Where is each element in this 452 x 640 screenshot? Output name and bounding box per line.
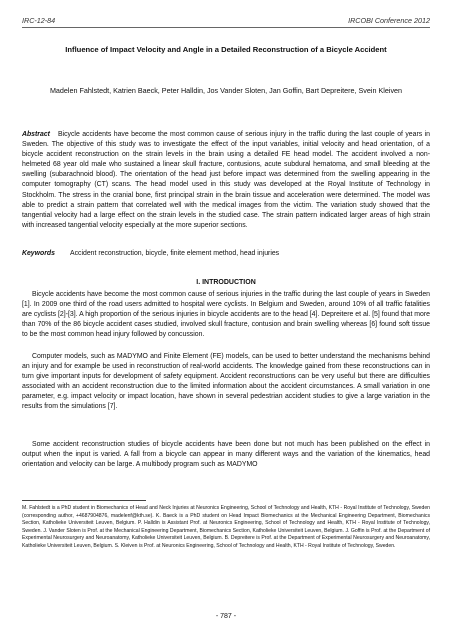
intro-paragraph-3: Some accident reconstruction studies of bicycle accidents have been done but not much has been published on the effect in output when the input is varied. A fall from a bicycle can appear in many different ways and the variation of the kinematics, head orientation and velocity can be large. A multibody program such as MADYMO bbox=[22, 441, 430, 469]
paper-title: Influence of Impact Velocity and Angle in a Detailed Reconstruction of a Bicycle Accident bbox=[65, 45, 387, 54]
header-paper-id: IRC-12-84 bbox=[22, 16, 56, 25]
keywords bbox=[22, 250, 430, 257]
header-conference: IRCOBI Conference 2012 bbox=[348, 16, 430, 25]
intro-paragraph-2: Computer models, such as MADYMO and Finite Element (FE) models, can be used to better understand the mechanisms behind an injury and for example be used in reconstruction of real-world accidents. The knowledge gained from these reconstructions can in turn give important inputs for development of safety equipment. Accident reconstructions can be very useful but there are difficulties associated with an accident reconstruction due to the limited information about the accident circumstances. A small variation in one parameter, e.g. impact velocity or impact location, have shown in several pedestrian accident studies to give a large variation in the results from the simulations [7]. bbox=[22, 353, 430, 411]
section-heading: I. INTRODUCTION bbox=[196, 279, 256, 286]
footnote-rule bbox=[22, 500, 146, 501]
author-list: Madelen Fahlstedt, Katrien Baeck, Peter Halldin, Jos Vander Sloten, Jan Goffin, Bart Depreitere, Svein Kleiven bbox=[49, 86, 403, 95]
header-rule bbox=[22, 27, 430, 28]
abstract-text: Bicycle accidents have become the most common cause of serious injury in the traffic during the last couple of years in Sweden. The objective of this study was to investigate the effect of the input variables, initial velocity and head orientation, of a bicycle accident reconstruction on the strain levels in the brain using a detailed FE head model. The accident involved a non-helmeted 68 year old male who sustained a linear skull fracture, contusions, acute subdural hematoma, and small bleeding at the swelling (subarachnoid blood). The orientation of the head just before impact was determined from the swelling appearing in the computer tomography (CT) scans. The head model used in this study was developed at the Royal Institute of Technology in Stockholm. The stress in the cranial bone, first principal strain in the brain tissue and acceleration were determined. The model was able to predict a strain pattern that correlated well with the medical images from the victim. The variation study showed that the tangential velocity had a large effect on the strain levels in the studied case. The strain pattern indicated larger areas of high strain with increased tangential velocity especially at the more superior sections. bbox=[22, 131, 430, 229]
keywords-label: Keywords bbox=[22, 250, 55, 257]
intro-paragraph-1: Bicycle accidents have become the most common cause of serious injuries in the traffic during the last couple of years in Sweden [1]. In 2009 one third of the road users admitted to hospital were cyclists. In Belgium and Sweden, around 10% of all traffic fatalities are cyclists [2]-[3]. A high proportion of the serious injuries in bicycle accidents are to the head [4]. Depreitere et al. [5] found that more than 70% of the 86 bicycle accident cases studied, involved skull fracture, contusion and brain swelling whereas [6] found soft tissue to be the most common head injury followed by concussion. bbox=[22, 291, 430, 339]
abstract-label: Abstract bbox=[22, 131, 50, 138]
keywords-text: Accident reconstruction, bicycle, finite element method, head injuries bbox=[70, 250, 280, 257]
abstract bbox=[22, 130, 430, 231]
author-footnote: M. Fahlstedt is a PhD student in Biomechanics of Head and Neck Injuries at Neuronics Engineering, School of Technology and Health, KTH - Royal Institute of Technology, Sweden (corresponding author, +4687904876, madelenf@kth.se). K. Baeck is a PhD student on Head Impact Biomechanics at the Mechanical Engineering Department, Biomechanics Section, Katholieke Universiteit Leuven, Belgium. P. Halldin is Assistant Prof. at Neuronics Engineering, School of Technology and Health, KTH - Royal Institute of Technology, Sweden. J. Vander Sloten is Prof. at the Mechanical Engineering Department, Biomechanics Section, Katholieke Universiteit Leuven, Belgium. J. Goffin is Prof. at the Department of Experimental Neurosurgery and Neuroanatomy, Katholieke Universiteit Leuven, Belgium. B. Depreitere is Prof. at the Department of Experimental Neurosurgery and Neuroanatomy, Katholieke Universiteit Leuven, Belgium. S. Kleiven is Prof. at Neuronics Engineering, School of Technology and Health, KTH - Royal Institute of Technology, Sweden. bbox=[22, 505, 430, 549]
page-number: - 787 - bbox=[215, 613, 237, 620]
